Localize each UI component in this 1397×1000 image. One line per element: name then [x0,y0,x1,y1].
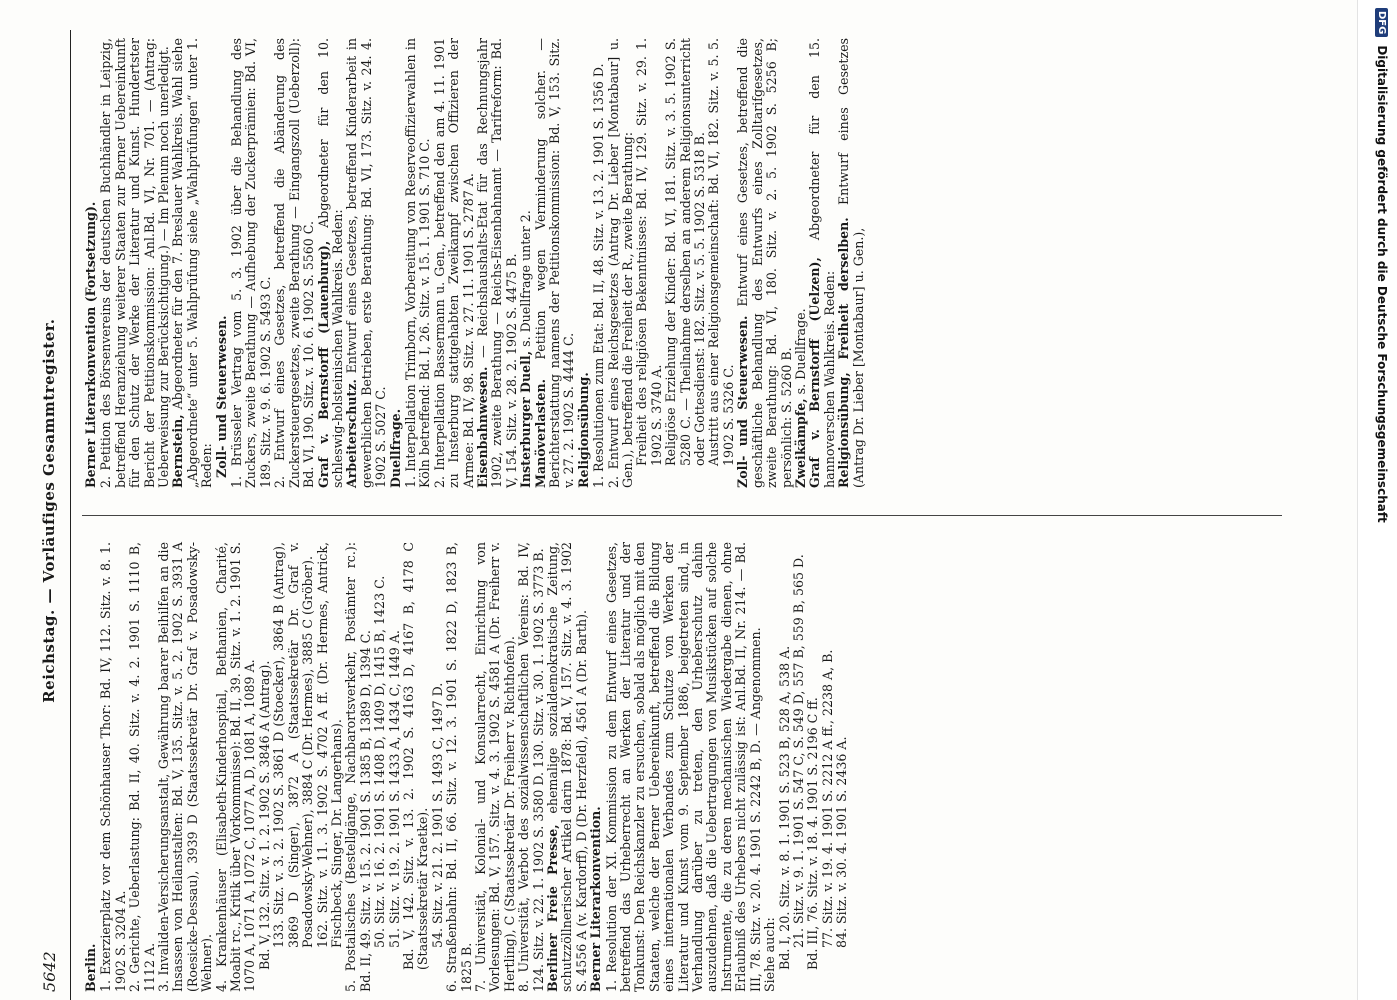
literar-ref-5: 84. Sitz. v. 30. 4. 1901 S. 2436 A. [834,736,850,948]
berlin-entry-4a: Bd. V, 132. Sitz. v. 1. 2. 1902 S. 3846 A (Antrag). [256,660,272,970]
zoll2-text: Entwurf eines Gesetzes, betreffend die geschäftliche Behandlung des Entwurfs eines Zolltarifgesetzes, zweite Berathung: Bd. VI, 180. Sitz. v. 2. 5. 1902 S. 5256 B; persönlich: S. 5260 B. [735,38,794,488]
bernstorff2-text: Abgeordneter für den 15. hannoverschen Wahlkreis. Reden: [807,38,837,488]
section-title-literar-cont: Berner Literarkonvention (Fortsetzung). [83,201,98,488]
section-title-bernstorff: Graf v. Bernstorff (Lauenburg), [315,240,331,488]
column-divider [82,515,1282,516]
bernstein-text: Abgeordneter für den 7. Breslauer Wahlkreis. Wahl siehe „Abgeordnete“ unter 5. Wahlprüfung siehe „Wahlprüfungen“ unter 1. Reden: [170,38,215,488]
zweikampf-text: s. Duellfrage. [792,308,808,395]
duell-entry-1: 1. Interpellation Trimborn, Vorbereitung von Reserveoffizierwahlen in Köln betreffend: Bd. I, 26. Sitz. v. 15. 1. 1901 S. 710 C. [402,38,433,488]
literar-ref-2: 21. Sitz. v. 9. 1. 1901 S. 547 C, S. 549 D, 557 B, 559 B, 565 D. [790,554,806,948]
religion-entry-2c: Austritt aus einer Religionsgemeinschaft: Bd. VI, 182. Sitz. v. 5. 5. 1902 S. 5326 C. [706,38,736,466]
berlin-entry-5d: 54. Sitz. v. 21. 2. 1901 S. 1493 C, 1497 D. [429,682,445,948]
religion-entry-2: 2. Entwurf eines Reichsgesetzes (Antrag Dr. Lieber [Montabaur] u. Gen.), betreffend die Freiheit der R., zweite Berathung: [605,38,636,488]
section-title-zoll: Zoll- und Steuerwesen. [213,315,229,478]
berlin-entry-5c: Bd. V, 142. Sitz. v. 13. 2. 1902 S. 4163 D, 4167 B, 4178 C (Staatssekretär Kraetke). [400,542,431,970]
section-title-manoever: Manöverlasten. [532,378,548,488]
literar-cont-entry-2: 2. Petition des Börsenvereins der deutschen Buchhändler in Leipzig, betreffend Heranziehung weiterer Staaten zur Berner Uebereinkunft für den Schutz der Werke der Literatur und Kunst. Hundertster Bericht der Petitionskommission: Anl.Bd. VI, Nr. 701. — (Antrag: Ueberweisung zur Berücksichtigung.) — Im Plenum noch unerledigt. [98,38,172,488]
bernstorff-text: Abgeordneter für den 10. schleswig-holsteinischen Wahlkreis. Reden: [315,38,345,488]
eisenbahn-entry [476,38,519,488]
bernstorff-entry [317,38,346,488]
berlin-entry-2: 2. Gerichte, Ueberlastung: Bd. II, 40. Sitz. v. 4. 2. 1901 S. 1110 B, 1112 A. [127,542,157,992]
religion-entry-2b: Religiöse Erziehung der Kinder: Bd. VI, 181. Sitz. v. 3. 5. 1902 S. 5280 C. — Theilnahme derselben an anderem Religionsunterricht oder Gottesdienst: 182. Sitz. v. 5. 5. 1902 S. 5318 B. [663,38,708,466]
literar-ref-3: Bd. III, 76. Sitz. v. 18. 4. 1901 S. 2196 C ff. [805,697,821,970]
literar-ref-4: 77. Sitz. v. 19. 4. 1901 S. 2212 A ff., 2238 A, B. [819,649,835,948]
section-title-literarkonvention: Berner Literarkonvention. [588,806,604,992]
manoever-entry [534,38,577,488]
berlin-entry-8: 8. Universität, Verbot des sozialwissenschaftlichen Vereins: Bd. IV, 124. Sitz. v. 22. 1. 1902 S. 3580 D. 130. Sitz. v. 30. 1. 1902 S. 3773 B. [516,542,546,992]
section-title-insterburg: Insterburger Duell, [518,350,534,488]
running-head [28,30,71,1000]
insterburg-text: s. Duellfrage unter 2. [518,210,534,347]
section-title-religion: Religionsübung. [575,372,591,488]
literar-ref-1: Bd. I, 20. Sitz. v. 8. 1. 1901 S. 523 B, 528 A, 538 A. [776,645,792,970]
eisenbahn-text: — Reichshaushalts-Etat für das Rechnungsjahr 1902, zweite Berathung — Reichs-Eisenbahnamt — Tarifreform: Bd. V, 154. Sitz. v. 28. 2. 1902 S. 4475 B. [474,38,519,488]
berlin-entry-4b: 133. Sitz. v. 3. 2. 1902 S. 3861 D (Stoecker), 3864 B (Antrag), 3869 D (Singer), 3872 A (Staatssekretär Dr. Graf v. Posadowsky-Wehner), 3884 C (Dr. Hermes), 3885 C (Gröber). [271,542,316,948]
section-title-zoll2: Zoll- und Steuerwesen. [735,315,751,488]
berlin-entry-6: 6. Straßenbahn: Bd. II, 66. Sitz. v. 12. 3. 1901 S. 1822 D, 1823 B, 1825 B. [444,542,474,992]
zoll-entry-1: 1. Brüsseler Vertrag vom 5. 3. 1902 über die Behandlung des Zuckers, zweite Berathung — Aufhebung der Zuckerprämien: Bd. VI, 189. Sitz. v. 9. 6. 1902 S. 5493 C. [229,38,273,488]
bernstein-entry [171,38,214,488]
religion-entry-1: 1. Resolutionen zum Etat: Bd. II, 48. Sitz. v. 13. 2. 1901 S. 1356 D. [591,63,607,488]
berlin-entry-3: 3. Invaliden-Versicherungsanstalt, Gewährung baarer Beihilfen an die Insassen von Heilanstalten: Bd. V, 135. Sitz. v. 5. 2. 1902 S. 3931 A (Roesicke-Dessau), 3939 D (Staatssekretär Dr. Graf v. Posadowsky-Wehner). [156,542,215,992]
section-title-freie-presse: Berliner Freie Presse, [545,824,560,992]
arbeiter-entry [345,38,388,488]
freie-presse-text: ehemalige sozialdemokratische Zeitung, schutzzöllnerischer Artikel darin 1878: Bd. V, 157. Sitz. v. 4. 3. 1902 S. 4556 A (v. Kardorff), D (Dr. Herzfeld), 4561 A (Dr. Barth). [545,541,589,992]
berlin-entry-4: 4. Krankenhäuser (Elisabeth-Kinderhospital, Bethanien, Charité, Moabit rc., Kritik über Vorkommnisse): Bd. II, 39. Sitz. v. 1. 2. 1901 S. 1070 A, 1071 A, 1072 C, 1077 A, D, 1081 A, 1089 A. [213,542,258,992]
section-title-eisenbahn: Eisenbahnwesen. [474,366,490,488]
berlin-entry-5b: 51. Sitz. v. 19. 2. 1901 S. 1433 A, 1434 C, 1449 A. [386,630,402,948]
berlin-entry-1: 1. Exerzierplatz vor dem Schönhauser Thor: Bd. IV, 112. Sitz. v. 8. 1. 1902 S. 3204 A. [98,542,128,992]
header-title: Reichstag. — Vorläufiges Gesammtregister. [40,318,58,703]
section-title-bernstein: Bernstein, [170,414,186,488]
berlin-entry-5a: 50. Sitz. v. 16. 2. 1901 S. 1408 D, 1409 D, 1415 B, 1423 C. [372,575,388,948]
literar-see-also: Siehe auch: [762,917,778,992]
right-column [84,38,1314,488]
section-title-zweikampf: Zweikämpfe, [792,398,808,488]
bernstorff2-entry [808,38,837,488]
berlin-entry-5: 5. Postalisches (Bestellgänge, Nachbarortsverkehr, Postämter rc.): Bd. II, 49. Sitz. v. 15. 2. 1901 S. 1385 B, 1389 D, 1394 C. [343,542,373,992]
section-title-bernstorff2: Graf v. Bernstorff (Uelzen), [807,257,823,488]
arbeiter-text: Entwurf eines Gesetzes, betreffend Kinderarbeit in gewerblichen Betrieben, erste Berathung: Bd. VI, 173. Sitz. v. 24. 4. 1902 S. 5027 C. [344,38,389,488]
religion-entry-2a: Freiheit des religiösen Bekenntnisses: Bd. IV, 129. Sitz. v. 29. 1. 1902 S. 3740 A. [634,38,664,466]
dfg-credit-text: Digitalisierung gefördert durch die Deutsche Forschungsgemeinschaft [1375,45,1389,523]
page-number: 5642 [39,951,59,992]
side-credit-strip [1366,0,1396,1000]
rotated-document-page [28,30,1328,1000]
zweikampf-entry [794,38,808,488]
section-title-duellfrage: Duellfrage. [387,408,403,488]
section-title-religion2: Religionsübung, Freiheit derselben. [836,217,852,488]
berlin-entry-7: 7. Universität, Kolonial- und Konsularrecht, Einrichtung von Vorlesungen: Bd. V, 157. Sitz. v. 4. 3. 1902 S. 4581 A (Dr. Freiherr v. Hertling), C (Staatssekretär Dr. Freiherr v. Richthofen). [472,542,517,992]
freie-presse-entry [546,542,589,992]
religion2-entry [837,38,866,488]
insterburg-entry [519,38,533,488]
duell-entry-2: 2. Interpellation Bassermann u. Gen., betreffend den am 4. 11. 1901 zu Insterburg stattgehabten Zweikampf zwischen Offizieren der Armee: Bd. IV, 98. Sitz. v. 27. 11. 1901 S. 2787 A. [431,38,476,488]
section-title-arbeiterschutz: Arbeiterschutz. [344,379,360,488]
left-column [84,542,1314,992]
religion2-text: Entwurf eines Gesetzes (Antrag Dr. Lieber [Montabaur] u. Gen.), [836,38,866,488]
zoll2-entry [736,38,794,488]
manoever-text: Petition wegen Verminderung solcher. — Berichterstattung namens der Petitionskommission: Bd. V, 153. Sitz. v. 27. 2. 1902 S. 4444 C. [532,38,577,488]
literar-entry-1: 1. Resolution der XI. Kommission zu dem Entwurf eines Gesetzes, betreffend das Urheberrecht an Werken der Literatur und der Tonkunst: Den Reichskanzler zu ersuchen, sobald als möglich mit den Staaten, welche der Berner Uebereinkunft, betreffend die Bildung eines internationalen Verbandes zum Schutze von Werken der Literatur und Kunst vom 9. September 1886, beigetreten sind, in Verhandlung darüber zu treten, den Urheberschutz dahin auszudehnen, daß die Uebertragungen von Musikstücken auf solche Instrumente, die zu deren mechanischen Wiedergabe dienen, ohne Erlaubniß des Urhebers nicht zulässig ist: Anl.Bd. II, Nr. 214. — Bd. III, 78. Sitz. v. 20. 4. 1901 S. 2242 B, D. — Angenommen. [603,542,763,992]
dfg-logo-badge: DFG [1376,8,1389,37]
section-title-berlin: Berlin. [83,943,98,992]
berlin-entry-4c: 162. Sitz. v. 11. 3. 1902 S. 4702 A ff. (Dr. Hermes, Antrick, Fischbeck, Singer, Dr. Langerhans). [314,542,344,948]
dfg-credit [1370,8,1394,988]
zoll-entry-2: 2. Entwurf eines Gesetzes, betreffend die Abänderung des Zuckersteuergesetzes, zweite Berathung — Eingangszoll (Ueberzoll): Bd. VI, 190. Sitz. v. 10. 6. 1902 S. 5560 C. [272,38,317,488]
